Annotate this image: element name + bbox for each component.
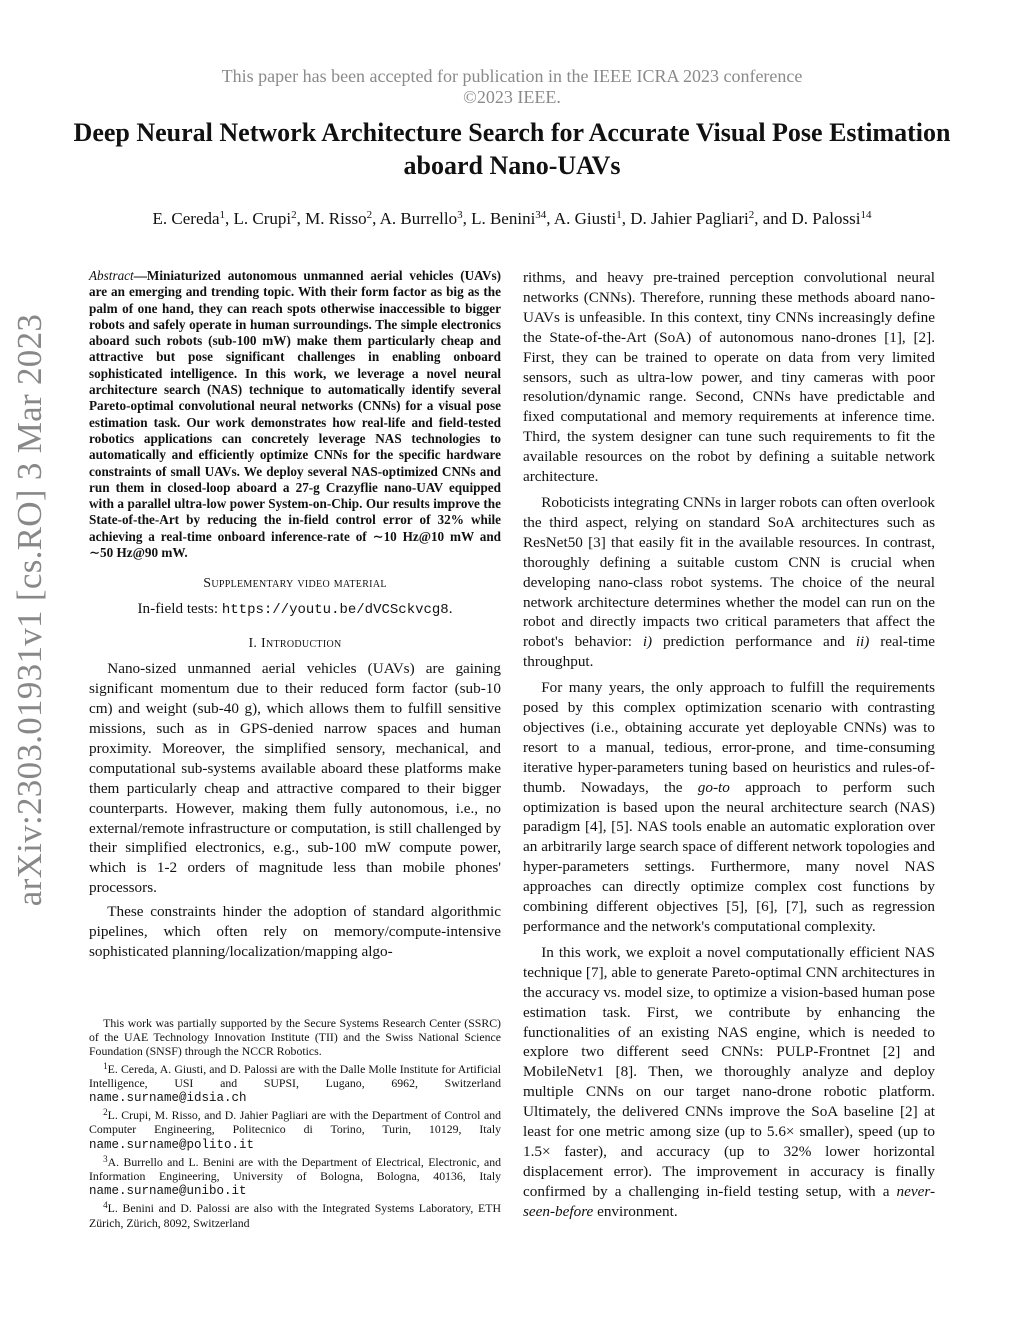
author-separator: , [225, 209, 234, 228]
publication-notice [0, 66, 1024, 108]
author-separator: , [546, 209, 554, 228]
intro-heading-text: Introduction [261, 636, 342, 652]
author-separator: , [462, 209, 472, 228]
abstract-text: Miniaturized autonomous unmanned aerial vehicles (UAVs) are an emerging and trending topic. With their form factor as big as the palm of one hand, they can reach spots otherwise inaccessible to bigger robots and safely operate in human surroundings. The simple electronics aboard such robots (sub-100 mW) make them particularly cheap and attractive but pose significant challenges in enabling onboard sophisticated intelligence. In this work, we leverage a novel neural architecture search (NAS) technique to automatically identify several Pareto-optimal convolutional neural networks (CNNs) for a visual pose estimation task. Our work demonstrates how real-life and field-tested robotics applications can concretely leverage NAS technologies to automatically and efficiently optimize CNNs for the specific hardware constraints of small UAVs. We deploy several NAS-optimized CNNs and run them in closed-loop aboard a 27-g Crazyflie nano-UAV equipped with a parallel ultra-low power System-on-Chip. Our results improve the State-of-the-Art by reducing the in-field control error of 32% while achieving a real-time onboard inference-rate of ∼10 Hz@10 mW and ∼50 Hz@90 mW. [89, 268, 501, 561]
paper-title: Deep Neural Network Architecture Search for Accurate Visual Pose Estimation aboard Nano-UAVs [73, 118, 951, 180]
author-list [40, 208, 984, 230]
video-period: . [448, 600, 453, 618]
notice-line-1: This paper has been accepted for publication in the IEEE ICRA 2023 conference [221, 66, 803, 86]
email-unibo: name.surname@unibo.it [89, 1184, 247, 1199]
author-separator: , [296, 209, 306, 228]
abstract-label: Abstract [89, 268, 134, 283]
email-idsia: name.surname@idsia.ch [89, 1091, 247, 1106]
intro-paragraph-4: Roboticists integrating CNNs in larger robots can often overlook the third aspect, relying on standard SoA architectures such as ResNet50 [3] that easily fit in the available resources. In contrast, thoroughly defining a suitable custom CNN is crucial when developing nano-class robot systems. The choice of the neural network architecture determines whether the model can run on the robot and directly impacts two critical parameters that affect the robot's behavior: i) prediction performance and ii) real-time throughput. [523, 493, 936, 671]
abstract [89, 268, 501, 561]
author-name: L. Benini [471, 209, 536, 228]
author-affiliation-mark: 14 [860, 209, 872, 221]
author-affiliation-mark: 34 [535, 209, 547, 221]
author-affiliation-mark: 2 [748, 209, 755, 221]
abstract-dash: — [133, 268, 147, 283]
video-link[interactable]: https://youtu.be/dVCSckvcg8 [221, 602, 449, 619]
supplementary-video-line [89, 599, 501, 621]
author-affiliation-mark: 3 [457, 209, 463, 221]
left-column [89, 268, 501, 962]
author-name: L. Crupi [233, 209, 292, 228]
author-affiliation-mark: 2 [291, 209, 297, 221]
author-name: A. Giusti [553, 209, 617, 228]
supplementary-heading: Supplementary video material [203, 576, 387, 592]
author-separator: , and [754, 209, 792, 228]
author-name: A. Burrello [379, 209, 458, 228]
video-label: In-field tests: [137, 600, 222, 618]
author-name: E. Cereda [152, 209, 220, 228]
introduction-heading [89, 635, 501, 653]
intro-paragraph-6: In this work, we exploit a novel computationally efficient NAS technique [7], able to generate Pareto-optimal CNN architectures in the accuracy vs. model size, to optimize a vision-based human pose estimation task. First, we contribute by enhancing the functionalities of an existing NAS engine, which is needed to explore two different seed CNNs: PULP-Frontnet [2] and MobileNetv1 [8]. Then, we thoroughly analyze and deploy multiple CNNs on our target nano-drone robotic platform. Ultimately, the delivered CNNs improve the SoA baseline [2] at least for one metric among size (up to 5.6× smaller), speed (up to 1.5× faster), and accuracy (up to 32% lower horizontal displacement error). The improvement in accuracy is finally confirmed by a challenging in-field testing setup, with a never-seen-before environment. [523, 943, 935, 1220]
arxiv-stamp [10, 280, 50, 940]
right-column [523, 268, 935, 1222]
author-separator: , [372, 209, 380, 228]
author-name: D. Jahier Pagliari [630, 209, 749, 228]
arxiv-stamp-text: arXiv:2303.01931v1 [cs.RO] 3 Mar 2023 [10, 313, 49, 907]
footnote-funding: This work was partially supported by the Secure Systems Research Center (SSRC) of the UAE Technology Innovation Institute (TII) and the Swiss National Science Foundation (SNSF) through the NCCR Robotics. [89, 1016, 501, 1059]
intro-paragraph-5: For many years, the only approach to fulfill the requirements posed by this complex optimization scenario with contrasting objectives (i.e., obtaining accurate yet deployable CNNs) was to resort to a manual, tedious, error-prone, and time-consuming iterative hyper-parameters tuning based on heuristics and rules-of-thumb. Nowadays, the go-to approach to perform such optimization is based upon the neural architecture search (NAS) paradigm [4], [5]. NAS tools enable an automatic exploration over an arbitrarily large search space of different network topologies and hyper-parameters settings. Furthermore, many novel NAS approaches can directly optimize complex cost functions by combining different objectives [5], [6], [7], such as regression performance and the network's computational complexity. [523, 679, 935, 935]
intro-paragraph-1: Nano-sized unmanned aerial vehicles (UAVs) are gaining significant momentum due to their reduced form factor (sub-10 cm) and weight (sub-40 g), which allows them to fulfill sensitive missions, such as in GPS-denied narrow spaces and human proximity. Moreover, the simplified sensory, mechanical, and computational sub-systems available aboard these platforms make them particularly cheap and attractive compared to their bigger counterparts. However, making them fully autonomous, i.e., no external/remote infrastructure or computation, is still challenged by their simplified electronics, e.g., sub-100 mW compute power, which is 1-2 orders of magnitude less than mobile phones' processors. [89, 660, 501, 897]
footnote-affiliation-1: $^1$E. Cereda, A. Giusti, and D. Palossi are with the Dalle Molle Institute for Artificial Intelligence, USI and SUPSI, Lugano, 6962, Switzerland name.surname@idsia.ch [89, 1060, 501, 1106]
email-polito: name.surname@polito.it [89, 1137, 255, 1152]
author-affiliation-mark: 1 [219, 209, 226, 221]
author-affiliation-mark: 2 [366, 209, 373, 221]
author-name: D. Palossi [791, 209, 861, 228]
footnote-affiliation-2: $^2$L. Crupi, M. Risso, and D. Jahier Pagliari are with the Department of Control and Computer Engineering, Politecnico di Torino, Turin, 10129, Italy name.surname@polito.it [89, 1107, 501, 1152]
footnote-affiliation-3: $^3$A. Burrello and L. Benini are with the Department of Electrical, Electronic, and Information Engineering, University of Bologna, Bologna, 40136, Italy name.surname@unibo.it [89, 1153, 501, 1199]
intro-paragraph-2: These constraints hinder the adoption of standard algorithmic pipelines, which often rely on memory/compute-intensive sophisticated planning/localization/mapping algo- [89, 903, 501, 960]
intro-heading-number: I. [248, 636, 262, 652]
author-name: M. Risso [305, 209, 367, 228]
author-separator: , [621, 209, 631, 228]
author-affiliation-mark: 1 [616, 209, 622, 221]
footnotes [89, 1016, 501, 1233]
notice-line-2: ©2023 IEEE. [463, 87, 561, 107]
intro-paragraph-3: rithms, and heavy pre-trained perception convolutional neural networks (CNNs). Therefore, running these methods aboard nano-UAVs is unfeasible. In this context, tiny CNNs increasingly define the State-of-the-Art (SoA) of autonomous nano-drones [1], [2]. First, they can be trained to operate on data from very limited sensors, such as ultra-low power, and tiny cameras with poor resolution/dynamic range. Second, CNNs have predictable and fixed computational and memory requirements at inference time. Third, the system designer can tune such requirements to fit the available resources on the robot by defining a suitable network architecture. [523, 269, 935, 486]
footnote-affiliation-4: $^4$L. Benini and D. Palossi are also with the Integrated Systems Laboratory, ETH Zürich, Zürich, 8092, Switzerland [89, 1200, 501, 1230]
